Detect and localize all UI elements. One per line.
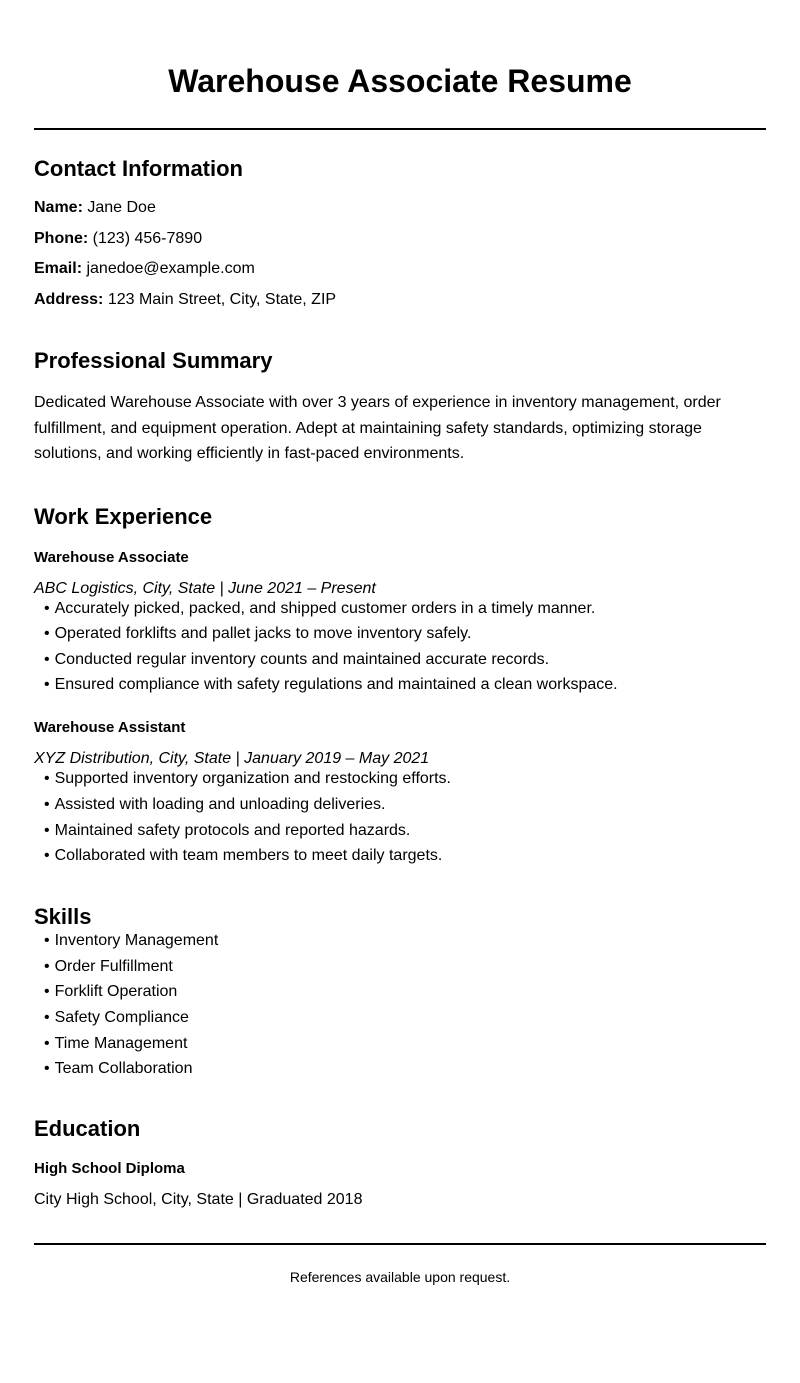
contact-address-value: 123 Main Street, City, State, ZIP	[107, 291, 337, 309]
job-title: Warehouse Assistant	[34, 719, 186, 737]
job-bullet: • Ensured compliance with safety regulations and maintained a clean workspace.	[34, 675, 766, 695]
job-bullet: • Accurately picked, packed, and shipped customer orders in a timely manner.	[34, 599, 766, 619]
skill-item: • Inventory Management	[34, 931, 766, 951]
education-section	[34, 1115, 766, 1210]
contact-address	[34, 290, 766, 310]
skills-section	[34, 903, 766, 1079]
contact-heading: Contact Information	[34, 156, 243, 181]
skill-item: • Team Collaboration	[34, 1059, 766, 1079]
job-meta: ABC Logistics, City, State | June 2021 – Present	[34, 579, 376, 597]
job-bullet: • Operated forklifts and pallet jacks to move inventory safely.	[34, 624, 766, 644]
contact-phone	[34, 229, 766, 249]
contact-phone-value: (123) 456-7890	[92, 229, 203, 247]
work-section	[34, 503, 766, 867]
job-bullet: • Maintained safety protocols and reported hazards.	[34, 821, 766, 841]
summary-heading: Professional Summary	[34, 348, 273, 374]
contact-email-value: janedoe@example.com	[86, 260, 255, 278]
education-heading: Education	[34, 1116, 141, 1142]
footer-divider	[34, 1243, 766, 1245]
contact-section	[34, 155, 766, 310]
summary-section	[34, 347, 766, 467]
contact-name	[34, 198, 766, 218]
job-bullet-list	[34, 769, 766, 866]
skills-list	[34, 931, 766, 1079]
contact-name-value: Jane Doe	[87, 199, 156, 216]
contact-phone-label: Phone:	[34, 229, 89, 247]
contact-name-label: Name:	[34, 199, 83, 216]
job-bullet: • Collaborated with team members to meet daily targets.	[34, 846, 766, 866]
job-bullet: • Conducted regular inventory counts and maintained accurate records.	[34, 650, 766, 670]
skill-item: • Time Management	[34, 1034, 766, 1054]
job-entry	[34, 718, 766, 866]
education-school: City High School, City, State | Graduated 2018	[34, 1191, 363, 1209]
job-bullet-list	[34, 599, 766, 696]
skills-heading: Skills	[34, 904, 92, 930]
page-title: Warehouse Associate Resume	[168, 63, 632, 99]
job-meta: XYZ Distribution, City, State | January 2019 – May 2021	[34, 750, 430, 768]
skill-item: • Order Fulfillment	[34, 957, 766, 977]
contact-email	[34, 259, 766, 279]
header-divider	[34, 128, 766, 130]
job-title: Warehouse Associate	[34, 548, 189, 566]
job-entry	[34, 548, 766, 696]
job-bullet: • Assisted with loading and unloading deliveries.	[34, 795, 766, 815]
work-heading: Work Experience	[34, 503, 213, 529]
footer-note: References available upon request.	[289, 1269, 511, 1286]
job-bullet: • Supported inventory organization and restocking efforts.	[34, 769, 766, 789]
education-degree: High School Diploma	[34, 1160, 185, 1178]
skill-item: • Safety Compliance	[34, 1008, 766, 1028]
skill-item: • Forklift Operation	[34, 982, 766, 1002]
summary-text: Dedicated Warehouse Associate with over 3 years of experience in inventory management, order fulfillment, and equipment operation. Adept at maintaining safety standards, optimizing storage solutions, and working efficiently in fast-paced environments.	[34, 394, 721, 463]
contact-address-label: Address:	[34, 291, 104, 309]
contact-email-label: Email:	[34, 260, 83, 278]
